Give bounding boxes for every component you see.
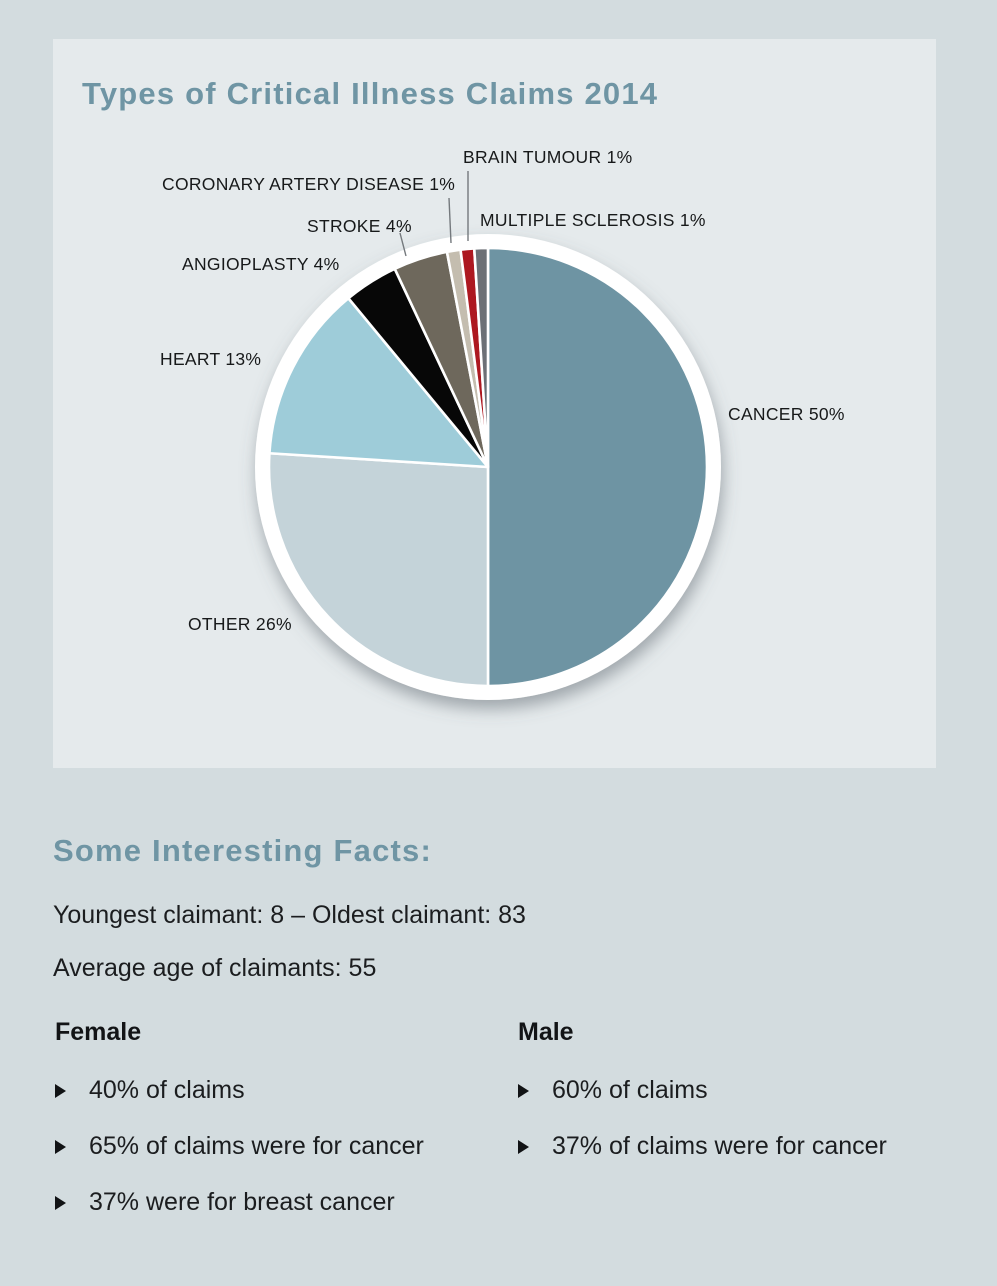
bullet-arrow-icon: [518, 1140, 529, 1154]
female-fact-text: 40% of claims: [89, 1076, 245, 1104]
leader-line-coronary-artery-disease: [449, 198, 451, 243]
facts-heading: Some Interesting Facts:: [53, 833, 433, 868]
male-fact-text: 60% of claims: [552, 1076, 708, 1104]
male-fact-row: [518, 1132, 948, 1161]
slice-label-angioplasty: ANGIOPLASTY 4%: [182, 254, 340, 274]
pie-slice-other: [269, 453, 488, 686]
slice-label-coronary-artery-disease: CORONARY ARTERY DISEASE 1%: [162, 174, 456, 194]
slice-label-other: OTHER 26%: [188, 614, 292, 634]
female-fact-row: [55, 1188, 485, 1217]
slice-label-heart: HEART 13%: [160, 349, 262, 369]
pie-slice-cancer: [488, 248, 707, 686]
bullet-arrow-icon: [518, 1084, 529, 1098]
bullet-arrow-icon: [55, 1196, 66, 1210]
chart-title: Types of Critical Illness Claims 2014: [82, 76, 659, 111]
female-facts-column: [55, 1018, 485, 1244]
slice-label-multiple-sclerosis: MULTIPLE SCLEROSIS 1%: [480, 210, 706, 230]
female-heading: Female: [55, 1018, 142, 1046]
pie-slices: [269, 248, 707, 686]
male-heading: Male: [518, 1018, 574, 1046]
male-fact-row: [518, 1076, 948, 1105]
male-facts-column: [518, 1018, 948, 1188]
female-fact-text: 65% of claims were for cancer: [89, 1132, 424, 1160]
female-fact-row: [55, 1132, 485, 1161]
chart-panel: [53, 39, 936, 768]
female-fact-text: 37% were for breast cancer: [89, 1188, 395, 1216]
bullet-arrow-icon: [55, 1140, 66, 1154]
slice-label-stroke: STROKE 4%: [307, 216, 412, 236]
male-fact-text: 37% of claims were for cancer: [552, 1132, 887, 1160]
slice-label-cancer: CANCER 50%: [728, 404, 845, 424]
bullet-arrow-icon: [55, 1084, 66, 1098]
slice-label-brain-tumour: BRAIN TUMOUR 1%: [463, 147, 633, 167]
fact-claimant-ages: Youngest claimant: 8 – Oldest claimant: 83: [53, 901, 526, 929]
fact-average-age: Average age of claimants: 55: [53, 954, 377, 982]
female-fact-row: [55, 1076, 485, 1105]
